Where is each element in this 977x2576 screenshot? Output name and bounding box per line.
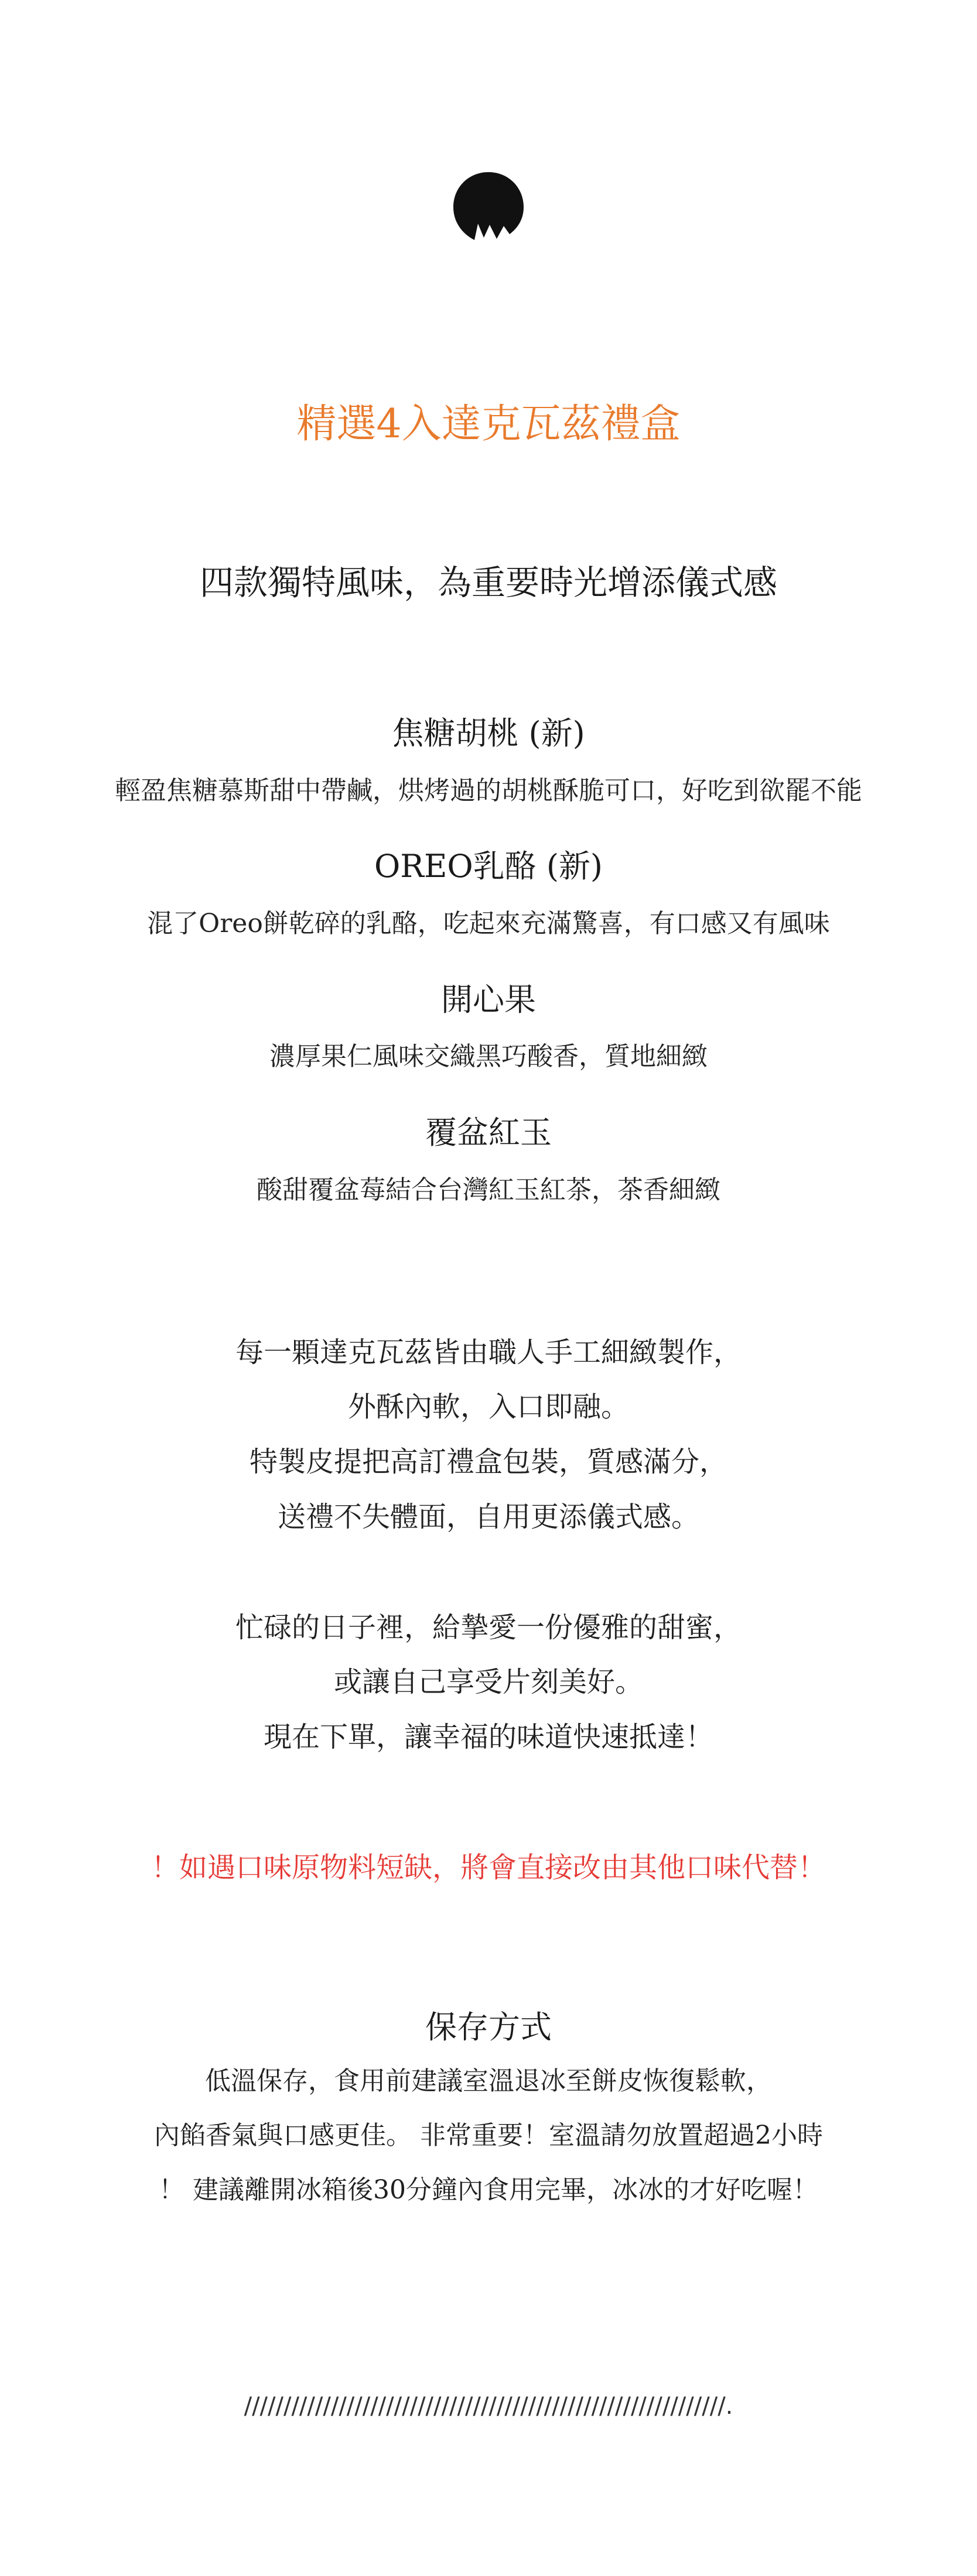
storage-line: ！ 建議離開冰箱後30分鐘內食用完畢，冰冰的才好吃喔！ (159, 2175, 818, 2205)
story-line: 送禮不失體面，自用更添儀式感。 (277, 1501, 699, 1533)
story-line: 每一顆達克瓦茲皆由職人手工細緻製作， (235, 1336, 742, 1369)
flavor-name-raspberry-ruby: 覆盆紅玉 (425, 1114, 552, 1151)
footer-divider: /////////////////////////////////////////////////////////////. (244, 2393, 733, 2420)
story-line: 忙碌的日子裡，給摯愛一份優雅的甜蜜， (235, 1611, 742, 1644)
flavor-name-caramel-walnut: 焦糖胡桃 (新) (392, 715, 585, 752)
story-line: 現在下單，讓幸福的味道快速抵達！ (263, 1721, 713, 1753)
flavor-description-raspberry-ruby: 酸甜覆盆莓結合台灣紅玉紅茶，茶香細緻 (257, 1175, 720, 1205)
story-line: 特製皮提把高訂禮盒包裝，質感滿分， (249, 1445, 727, 1478)
flavor-description-pistachio: 濃厚果仁風味交織黑巧酸香，質地細緻 (269, 1042, 708, 1071)
storage-title: 保存方式 (425, 2009, 552, 2046)
moon-bite-logo-icon (451, 170, 526, 245)
flavor-description-oreo-cheese: 混了Oreo餅乾碎的乳酪，吃起來充滿驚喜，有口感又有風味 (147, 909, 830, 938)
storage-line: 低溫保存，食用前建議室溫退冰至餅皮恢復鬆軟， (205, 2066, 772, 2096)
flavor-description-caramel-walnut: 輕盈焦糖慕斯甜中帶鹹，烘烤過的胡桃酥脆可口，好吃到欲罷不能 (115, 776, 862, 806)
storage-line: 內餡香氣與口感更佳。 非常重要！室溫請勿放置超過2小時 (154, 2121, 823, 2150)
flavor-substitution-notice: ！如遇口味原物料短缺，將會直接改由其他口味代替！ (151, 1851, 826, 1884)
flavor-name-oreo-cheese: OREO乳酪 (新) (374, 848, 603, 885)
story-line: 或讓自己享受片刻美好。 (333, 1666, 643, 1698)
page-subtitle: 四款獨特風味，為重要時光增添儀式感 (199, 563, 777, 602)
flavor-name-pistachio: 開心果 (441, 981, 536, 1018)
page-title: 精選4入達克瓦茲禮盒 (296, 401, 681, 447)
story-line: 外酥內軟，入口即融。 (347, 1390, 629, 1423)
